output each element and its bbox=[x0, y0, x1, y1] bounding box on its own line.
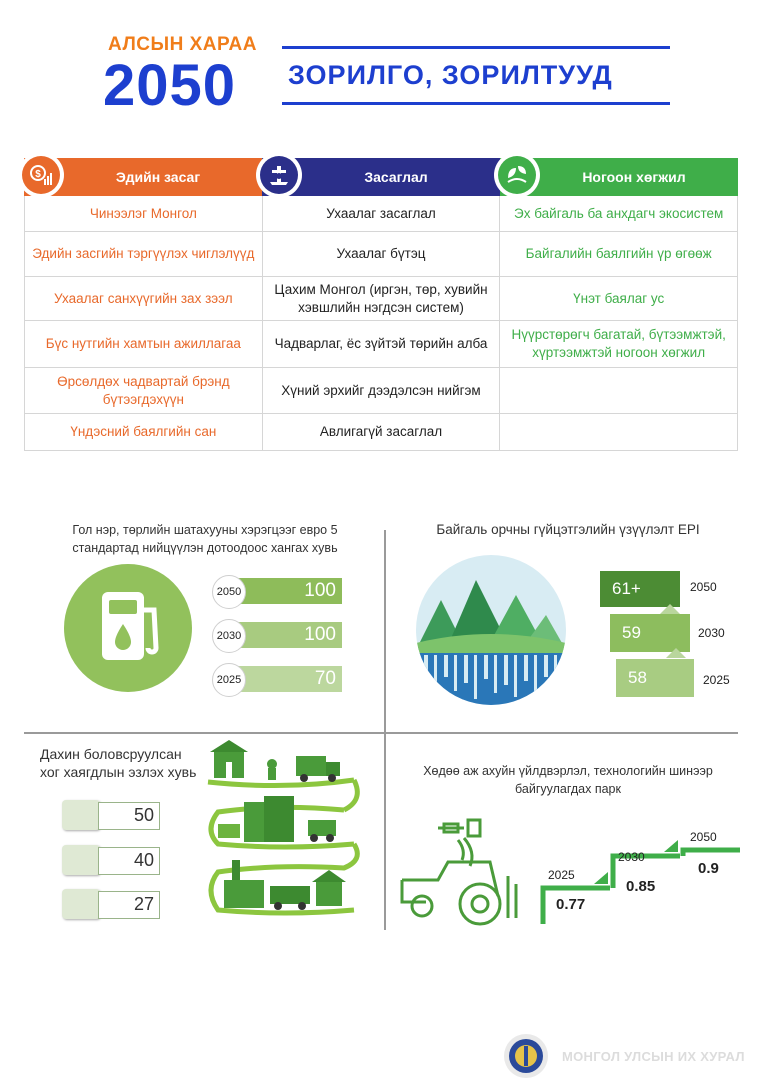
quadrant-vertical-divider bbox=[384, 530, 386, 930]
park-title bbox=[400, 762, 736, 798]
recycle-title bbox=[40, 745, 196, 781]
fuel-bar-2025 bbox=[212, 666, 342, 692]
page-title: ЗОРИЛГО, ЗОРИЛТУУД bbox=[288, 60, 613, 90]
table-cell: Чинээлэг Монгол bbox=[24, 196, 262, 231]
park-title-line2: байгуулагдах парк bbox=[515, 782, 621, 796]
fuel-pump-icon bbox=[64, 564, 192, 692]
epi-box-2050 bbox=[600, 571, 680, 607]
park-year: 2050 bbox=[690, 830, 717, 844]
table-cell: Нүүрстөрөгч багатай, бүтээмжтэй, хүртээмжтэй ногоон хөгжил bbox=[499, 321, 738, 367]
fuel-year: 2050 bbox=[212, 575, 246, 609]
table-cell: Эх байгаль ба анхдагч экосистем bbox=[499, 196, 738, 231]
epi-year: 2025 bbox=[703, 673, 730, 687]
table-row bbox=[24, 196, 738, 232]
recycle-tab bbox=[62, 889, 100, 919]
fuel-bar-2050 bbox=[212, 578, 342, 604]
title-top-rule bbox=[282, 46, 670, 49]
emblem-icon bbox=[256, 152, 302, 198]
parliament-emblem-icon bbox=[504, 1034, 548, 1078]
fuel-value: 100 bbox=[304, 580, 336, 601]
epi-box-2025 bbox=[616, 659, 694, 697]
fuel-year: 2025 bbox=[212, 663, 246, 697]
park-value: 0.85 bbox=[626, 878, 656, 895]
fuel-title-line1: Гол нэр, төрлийн шатахууны хэрэгцээг евро 5 bbox=[72, 523, 338, 537]
goals-table bbox=[24, 158, 738, 451]
epi-value: 61+ bbox=[612, 579, 641, 598]
smart-tractor-icon bbox=[398, 818, 526, 930]
epi-year: 2050 bbox=[690, 580, 717, 594]
recycle-value-box bbox=[62, 889, 160, 919]
recycle-value-box bbox=[62, 845, 160, 875]
park-value: 0.77 bbox=[556, 896, 586, 913]
epi-arrow-icon bbox=[666, 648, 686, 658]
recycle-title-line1: Дахин боловсруулсан bbox=[40, 746, 182, 762]
park-value: 0.9 bbox=[698, 860, 719, 877]
park-step-triangle bbox=[594, 872, 608, 884]
title-bottom-rule bbox=[282, 102, 670, 105]
leaf-icon bbox=[494, 152, 540, 198]
table-cell: Байгалийн баялгийн үр өгөөж bbox=[499, 232, 738, 276]
table-cell: Цахим Монгол (иргэн, төр, хувийн хэвшлийн нэгдсэн систем) bbox=[262, 277, 500, 320]
table-cell: Хүний эрхийг дээдэлсэн нийгэм bbox=[262, 368, 500, 413]
vision-subtitle: АЛСЫН ХАРАА bbox=[108, 34, 257, 55]
epi-arrow-icon bbox=[660, 604, 680, 614]
table-cell: Бүс нутгийн хамтын ажиллагаа bbox=[24, 321, 262, 367]
quadrant-horizontal-divider bbox=[24, 732, 738, 734]
table-cell: Ухаалаг засаглал bbox=[262, 196, 500, 231]
table-cell: Авлигагүй засаглал bbox=[262, 414, 500, 450]
footer-watermark: МОНГОЛ УЛСЫН ИХ ХУРАЛ bbox=[562, 1049, 745, 1064]
column-green-label: Ногоон хөгжил bbox=[582, 169, 686, 185]
table-cell: Эдийн засгийн тэргүүлэх чиглэлүүд bbox=[24, 232, 262, 276]
nature-landscape-icon bbox=[416, 555, 566, 705]
column-governance-label: Засаглал bbox=[364, 169, 428, 185]
recycle-value: 27 bbox=[133, 894, 154, 914]
table-cell bbox=[499, 368, 738, 413]
fuel-title-line2: стандартад нийцүүлэн дотоодоос хангах хувь bbox=[72, 541, 338, 555]
table-cell: Чадварлаг, ёс зүйтэй төрийн алба bbox=[262, 321, 500, 367]
recycle-tab bbox=[62, 800, 100, 830]
column-economy-label: Эдийн засаг bbox=[115, 169, 201, 185]
table-row bbox=[24, 321, 738, 368]
epi-value: 58 bbox=[628, 668, 647, 687]
fuel-title bbox=[40, 521, 370, 557]
park-step-2050 bbox=[683, 850, 740, 856]
table-cell bbox=[499, 414, 738, 450]
recycle-tab bbox=[62, 845, 100, 875]
recycle-value-box bbox=[62, 800, 160, 830]
table-cell: Ухаалаг санхүүгийн зах зээл bbox=[24, 277, 262, 320]
recycle-value: 40 bbox=[133, 850, 154, 870]
table-row bbox=[24, 277, 738, 321]
economy-icon bbox=[18, 152, 64, 198]
svg-text:$: $ bbox=[35, 169, 41, 180]
table-cell: Ухаалаг бүтэц bbox=[262, 232, 500, 276]
fuel-bar-2030 bbox=[212, 622, 342, 648]
fuel-value: 100 bbox=[304, 624, 336, 645]
table-row bbox=[24, 232, 738, 277]
park-title-line1: Хөдөө аж ахуйн үйлдвэрлэл, технологийн шинээр bbox=[423, 764, 713, 778]
table-cell: Өрсөлдөх чадвартай брэнд бүтээгдэхүүн bbox=[24, 368, 262, 413]
column-green bbox=[500, 158, 738, 196]
park-year: 2025 bbox=[548, 868, 575, 882]
epi-title: Байгаль орчны гүйцэтгэлийн үзүүлэлт EPI bbox=[436, 522, 700, 537]
park-year: 2030 bbox=[618, 850, 645, 864]
epi-box-2030 bbox=[610, 614, 690, 652]
recycling-process-illustration bbox=[204, 740, 364, 930]
fuel-year: 2030 bbox=[212, 619, 246, 653]
table-header bbox=[24, 158, 738, 196]
table-row bbox=[24, 368, 738, 414]
park-step-triangle bbox=[664, 840, 678, 852]
recycle-title-line2: хог хаягдлын эзлэх хувь bbox=[40, 764, 197, 780]
table-cell: Үнэт баялаг ус bbox=[499, 277, 738, 320]
fuel-value: 70 bbox=[314, 668, 336, 689]
recycle-value: 50 bbox=[133, 805, 154, 825]
epi-year: 2030 bbox=[698, 626, 725, 640]
table-cell: Үндэсний баялгийн сан bbox=[24, 414, 262, 450]
table-row bbox=[24, 414, 738, 451]
column-governance bbox=[262, 158, 500, 196]
vision-year: 2050 bbox=[103, 53, 237, 118]
epi-value: 59 bbox=[622, 623, 641, 642]
column-economy bbox=[24, 158, 262, 196]
